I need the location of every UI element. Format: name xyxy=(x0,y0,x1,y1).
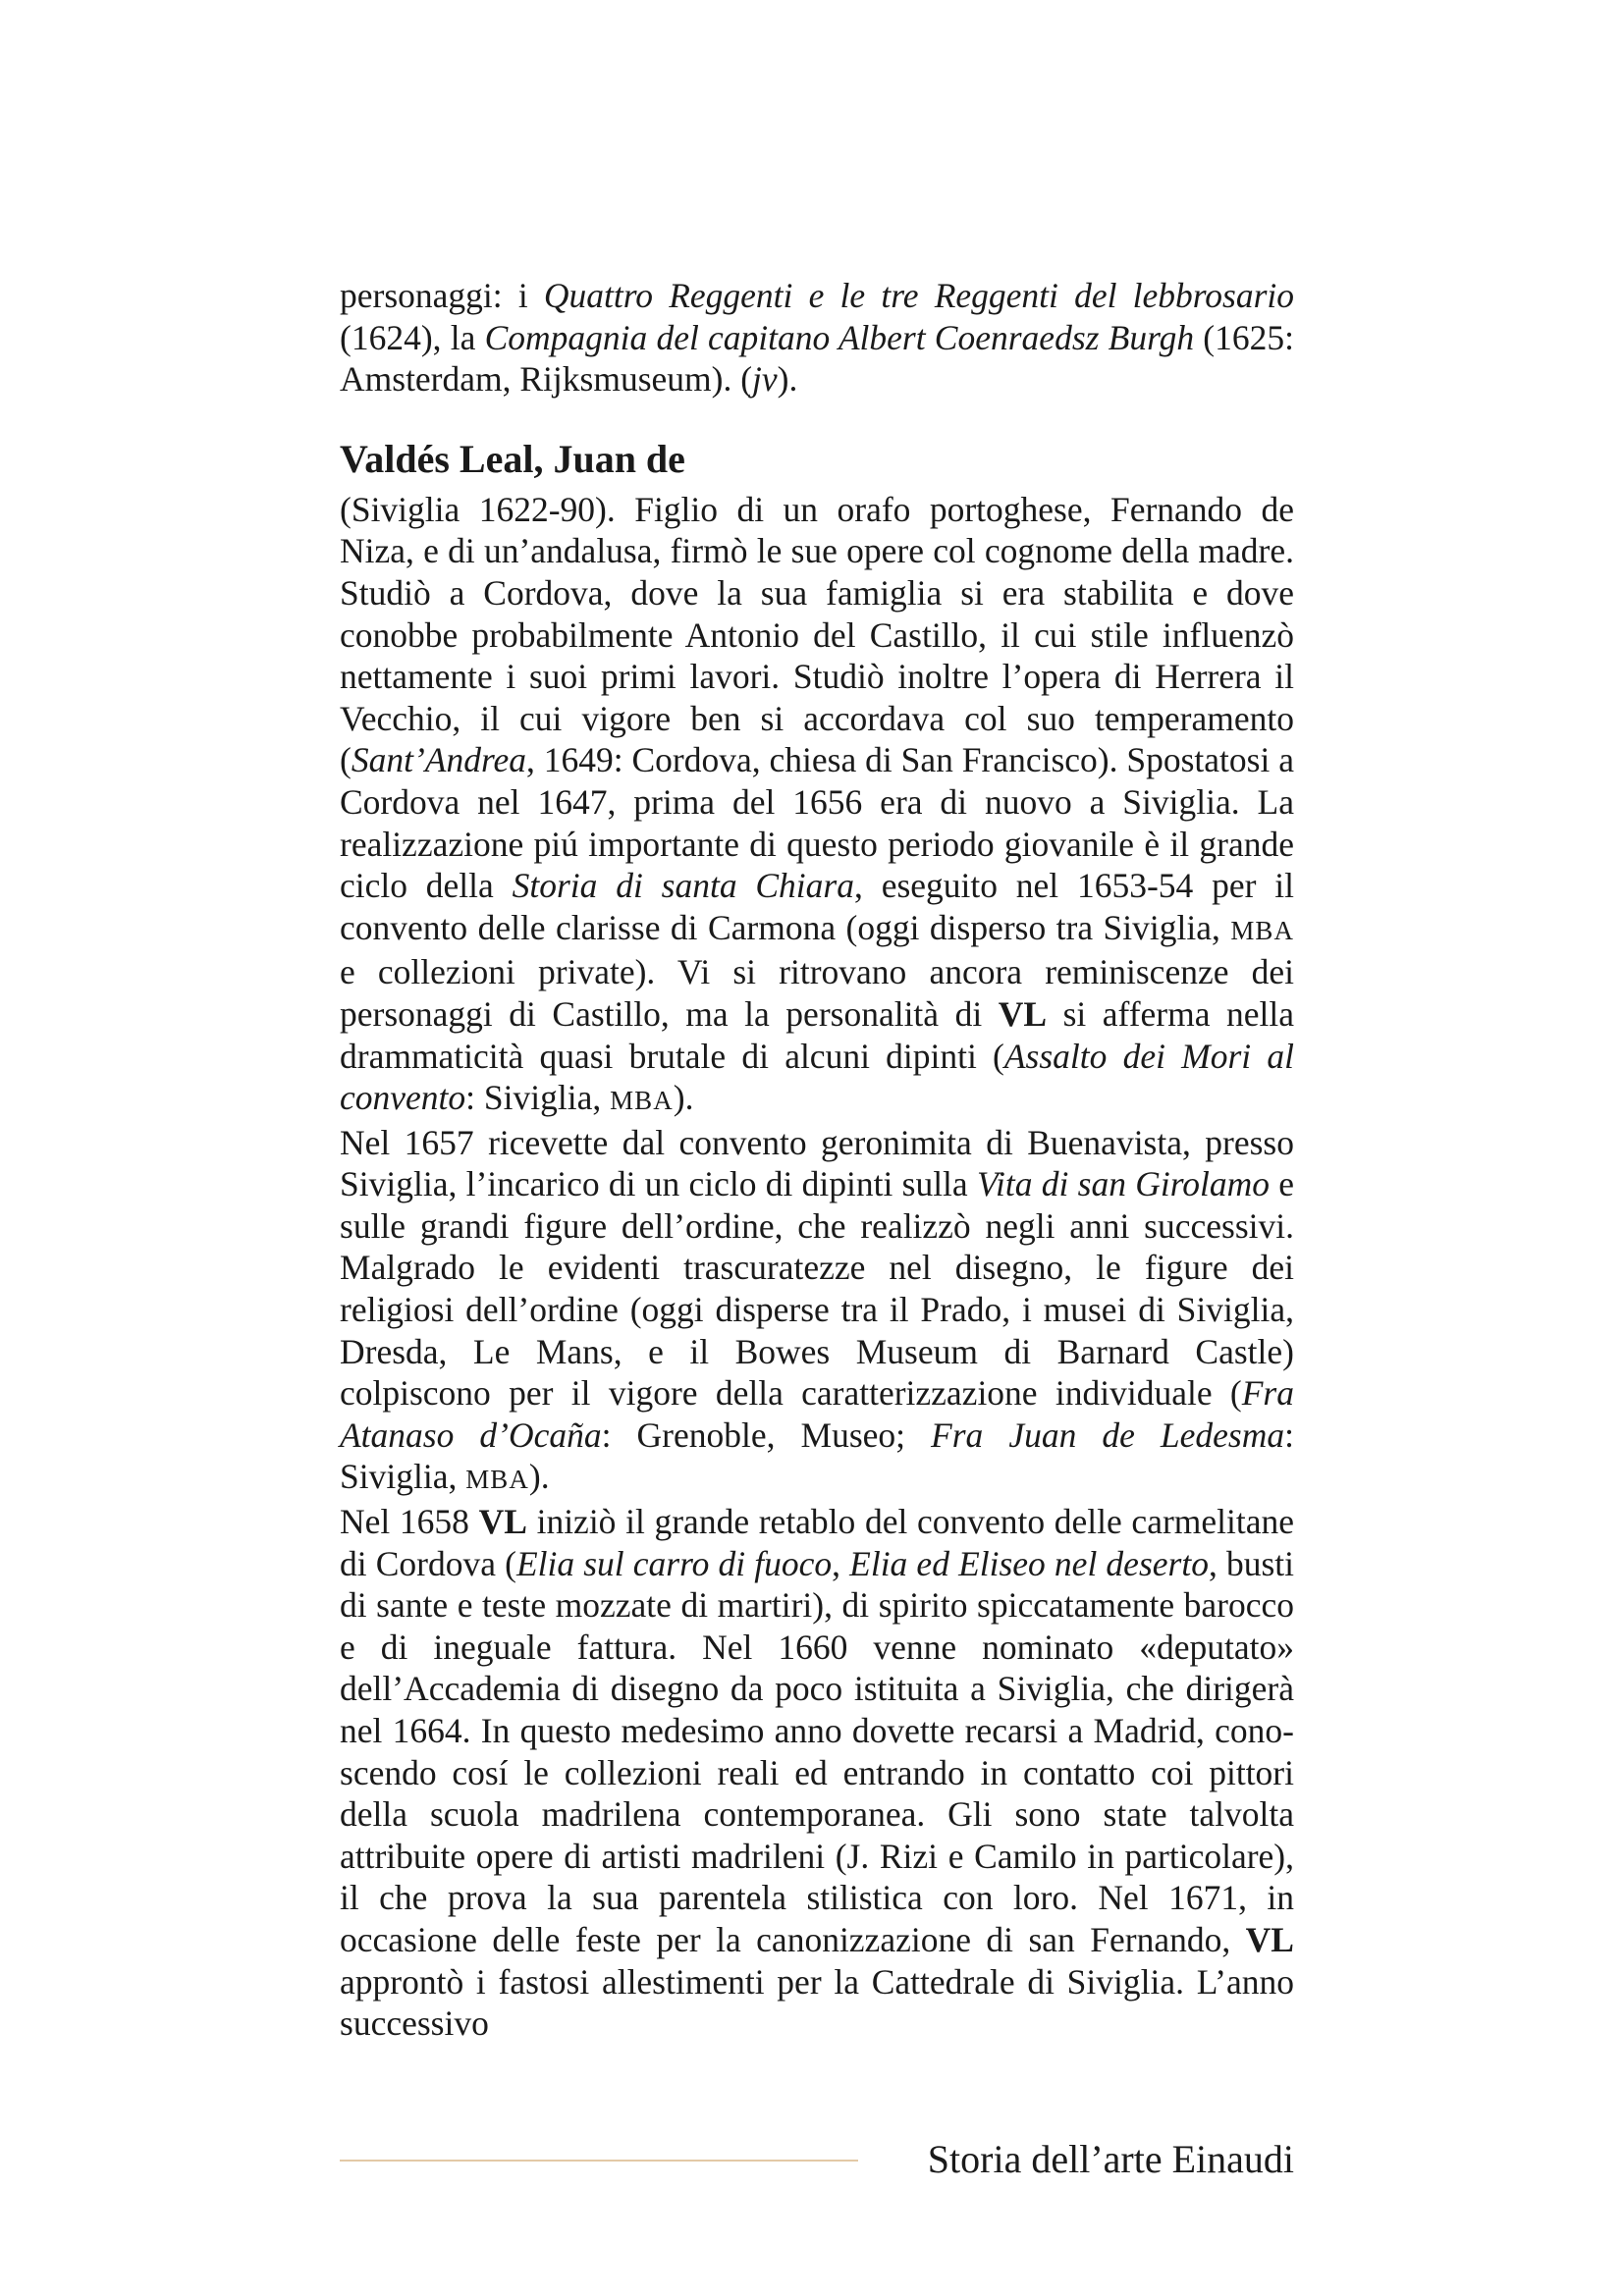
italic-text-run: Quattro Reggenti e le tre Reggenti del lebbrosario xyxy=(543,276,1294,315)
text-run: si afferma nella drammaticità quasi brutale di alcuni dipinti ( xyxy=(340,993,1294,1076)
text-run: Nel 1657 ricevette dal convento geronimita di Buenavista, presso Siviglia, l’incarico di un ciclo di dipinti sulla xyxy=(340,1122,1294,1204)
text-run: , eseguito nel 1653-54 per il convento delle clarisse di Carmona (oggi disperso tra Siviglia, xyxy=(340,866,1294,947)
text-run: : Grenoble, Museo; xyxy=(601,1415,932,1455)
text-run: , busti di sante e teste mozzate di martiri), di spirito spiccatamente barocco e di ineguale fattura. Nel 1660 venne nominato «deputato» dell’Accademia di disegno da poco istituita a Siviglia, che dirigerà nel 1664. In questo medesimo anno dovette recarsi a Madrid, conoscendo cosí le collezioni reali ed entrando in contatto coi pittori della scuola madrilena contemporanea. Gli sono state talvolta attribuite opere di artisti madrileni (J. Rizi e Camilo in particolare), il che prova la sua parentela stilistica con loro. Nel 1671, in occasione delle feste per la canonizzazione di san Fernando, xyxy=(340,1543,1294,1959)
text-run: Nel 1658 xyxy=(340,1502,479,1542)
italic-text-run: Assalto dei Mori al convento xyxy=(340,1036,1294,1118)
text-run: ). xyxy=(673,1078,694,1118)
bold-text-run: VL xyxy=(1245,1919,1294,1959)
entry-heading xyxy=(340,436,1294,483)
footer-title: Storia dell’arte Einaudi xyxy=(927,2137,1294,2181)
italic-text-run: Fra Atanaso d’Ocaña xyxy=(340,1373,1294,1455)
text-run: ). xyxy=(528,1457,550,1497)
text-run: approntò i fastosi allestimenti per la Cattedrale di Siviglia. L’anno successivo xyxy=(340,1961,1294,2044)
italic-text-run: Elia sul carro di fuoco xyxy=(515,1543,833,1583)
italic-text-run: Compagnia del capitano Albert Coenraedsz Burgh xyxy=(484,317,1195,357)
text-column xyxy=(340,275,1294,2045)
text-run: (1624), la xyxy=(340,317,485,357)
bold-text-run: VL xyxy=(478,1502,527,1542)
text-run: (1625: Amsterdam, Rijksmuseum). ( xyxy=(340,317,1294,400)
text-run: Valdés Leal, Juan de xyxy=(340,436,685,481)
text-run: personaggi: i xyxy=(340,276,544,315)
italic-text-run: Vita di san Girolamo xyxy=(976,1164,1270,1204)
text-run: ). xyxy=(777,359,798,400)
text-run: , xyxy=(832,1543,850,1583)
abbreviation-text-run: MBA xyxy=(610,1086,674,1116)
abbreviation-text-run: MBA xyxy=(465,1465,529,1495)
text-run: , 1649: Cordova, chiesa di San Francisco). Spostatosi a Cordova nel 1647, prima del 1656 era di nuovo a Siviglia. La realizzazione piú importante di questo periodo giovanile è il grande ciclo della xyxy=(340,740,1294,906)
body-paragraph xyxy=(340,1122,1294,1501)
text-run: e sulle grandi figure dell’ordine, che realizzò negli anni successivi. Malgrado le evidenti trascuratezze nel disegno, le figure dei religiosi dell’ordine (oggi disperse tra il Prado, i musei di Siviglia, Dresda, Le Mans, e il Bowes Museum di Barnard Castle) colpiscono per il vigore della caratterizzazione individuale ( xyxy=(340,1164,1294,1414)
italic-text-run: jv xyxy=(752,359,778,400)
abbreviation-text-run: MBA xyxy=(1230,915,1294,945)
text-run: e collezioni private). Vi si ritrovano ancora reminiscenze dei personaggi di Castillo, ma la personalità di xyxy=(340,952,1294,1034)
text-run: (Siviglia 1622-90). Figlio di un orafo portoghese, Fernando de Niza, e di un’andalusa, firmò le sue opere col cognome della madre. Studiò a Cordova, dove la sua famiglia si era stabilita e dove conobbe probabilmente Antonio del Castillo, il cui stile influenzò nettamente i suoi primi lavori. Studiò inoltre l’opera di Herrera il Vecchio, il cui vigore ben si accordava col suo temperamento ( xyxy=(340,489,1294,780)
italic-text-run: Fra Juan de Ledesma xyxy=(931,1415,1285,1455)
italic-text-run: Elia ed Eliseo nel deserto xyxy=(849,1543,1209,1583)
body-paragraph xyxy=(340,489,1294,1122)
italic-text-run: Sant’Andrea xyxy=(351,740,526,780)
body-paragraph xyxy=(340,1501,1294,2045)
body-paragraph xyxy=(340,275,1294,400)
italic-text-run: Storia di santa Chiara xyxy=(512,866,854,906)
text-run: : Siviglia, xyxy=(340,1415,1294,1497)
text-run: : Siviglia, xyxy=(465,1078,611,1118)
text-run: iniziò il grande retablo del convento delle carmelitane di Cordova ( xyxy=(340,1502,1294,1583)
footer-rule xyxy=(340,2160,858,2162)
bold-text-run: VL xyxy=(998,993,1048,1034)
